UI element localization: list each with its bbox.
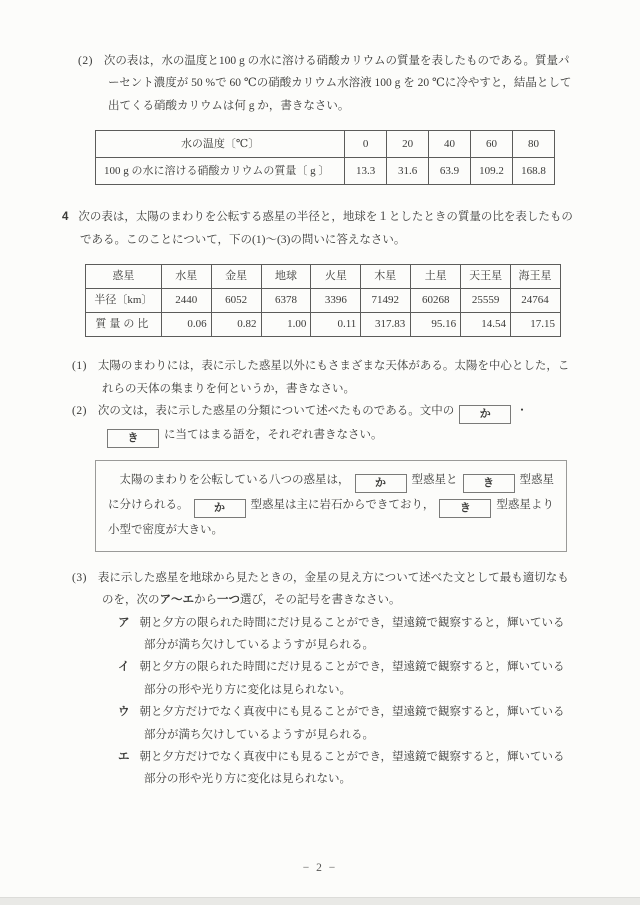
question-2-label: (2) [78, 55, 93, 67]
page-number: − 2 − [302, 861, 338, 874]
subquestion-1-text: 太陽のまわりには，表に示した惑星以外にもさまざまな天体がある。太陽を中心とした，これらの天体の集まりを何というか，書きなさい。 [97, 360, 570, 395]
table-header-cell: 木星 [361, 265, 411, 289]
table-cell: 109.2 [471, 158, 513, 185]
table-cell: 13.3 [345, 158, 387, 185]
choices-range-bold: ア～エ [159, 594, 194, 607]
table-row [86, 289, 561, 313]
one-choice-bold: 一つ [217, 594, 240, 607]
table-cell: 20 [387, 131, 429, 158]
question-2-text: 次の表は，水の温度と100 g の水に溶ける硝酸カリウムの質量を表したものである。質量パーセント濃度が 50 %で 60 ℃の硝酸カリウム水溶液 100 g を 20 ℃に冷やすと，結晶として出てくる硝酸カリウムは何 g か，書きなさい。 [103, 55, 572, 112]
table-cell: 168.8 [512, 158, 554, 185]
choice-a-label: ア [118, 616, 130, 629]
choice-a-text: 朝と夕方の限られた時間にだけ見ることができ，望遠鏡で観察すると，輝いている部分が満ち欠けしているようすが見られる。 [139, 616, 565, 651]
question-4-text: 次の表は，太陽のまわりを公転する惑星の半径と，地球を１としたときの質量の比を表したものである。このことについて，下の(1)～(3)の問いに答えなさい。 [78, 211, 573, 246]
choice-e-text: 朝と夕方だけでなく真夜中にも見ることができ，望遠鏡で観察すると，輝いている部分の形や光り方に変化は見られない。 [139, 751, 565, 786]
statement-seg: 型惑星は主に岩石からできており， [250, 498, 435, 511]
scan-edge-artifact [0, 897, 640, 905]
table-header-cell: 海王星 [511, 265, 561, 289]
choice-u-text: 朝と夕方だけでなく真夜中にも見ることができ，望遠鏡で観察すると，輝いている部分が満ち欠けしているようすが見られる。 [139, 706, 565, 741]
subquestion-3-text-pre: 表に示した惑星を地球から見たときの，金星の見え方について述べた文として最も適切なものを，次の [97, 571, 569, 607]
table-cell: 0 [345, 131, 387, 158]
planet-table [85, 264, 561, 337]
table-cell: 63.9 [429, 158, 471, 185]
table-cell: 3396 [311, 289, 361, 313]
solubility-table [95, 130, 555, 185]
table-cell: 40 [429, 131, 471, 158]
table-cell: 6378 [261, 289, 311, 313]
statement-seg: 型惑星より小型で密度が大きい。 [108, 498, 554, 536]
statement-seg: 型惑星に分けられる。 [108, 473, 554, 511]
table-row [96, 131, 555, 158]
table-header-cell: 火星 [311, 265, 361, 289]
subquestion-2 [72, 400, 577, 448]
blank-box-ki: き [439, 499, 491, 518]
blank-box-ka: か [355, 474, 407, 493]
table-cell: 0.11 [311, 313, 361, 337]
table-header-cell: 水星 [161, 265, 211, 289]
subquestion-2-label: (2) [72, 404, 87, 417]
separator-dot: ・ [516, 404, 528, 417]
choice-u-label: ウ [118, 706, 130, 719]
blank-box-ka: か [194, 499, 246, 518]
table-cell: 17.15 [511, 313, 561, 337]
subquestion-3-text-post: 選び，その記号を書きなさい。 [240, 594, 401, 607]
table-cell: 317.83 [361, 313, 411, 337]
subquestion-3-label: (3) [72, 571, 87, 584]
statement-box [95, 460, 567, 552]
choice-e-label: エ [118, 751, 130, 764]
subquestion-1-label: (1) [72, 360, 87, 373]
table-header-cell: 惑星 [86, 265, 162, 289]
table-cell: 25559 [461, 289, 511, 313]
table-cell: 14.54 [461, 313, 511, 337]
table-header-cell: 地球 [261, 265, 311, 289]
table-cell: 0.06 [161, 313, 211, 337]
table-cell: 71492 [361, 289, 411, 313]
statement-seg: 太陽のまわりを公転している八つの惑星は， [108, 473, 350, 486]
question-4-number: 4 [62, 211, 69, 224]
table-header-cell: 100 g の水に溶ける硝酸カリウムの質量〔 g 〕 [96, 158, 345, 185]
table-cell: 60 [471, 131, 513, 158]
table-header-cell: 水の温度〔℃〕 [96, 131, 345, 158]
table-cell: 2440 [161, 289, 211, 313]
table-row [96, 158, 555, 185]
subquestion-3 [72, 567, 577, 612]
table-header-cell: 金星 [211, 265, 261, 289]
subquestion-3-text-mid: から [194, 594, 217, 607]
table-header-cell: 半径〔km〕 [86, 289, 162, 313]
table-cell: 0.82 [211, 313, 261, 337]
choice-i-text: 朝と夕方の限られた時間にだけ見ることができ，望遠鏡で観察すると，輝いている部分の形や光り方に変化は見られない。 [139, 661, 565, 696]
table-header-row [86, 265, 561, 289]
table-cell: 60268 [411, 289, 461, 313]
table-cell: 1.00 [261, 313, 311, 337]
subquestion-1 [72, 355, 577, 400]
table-header-cell: 質量の比 [86, 313, 162, 337]
choice-u [118, 701, 570, 746]
blank-box-ki: き [107, 429, 159, 448]
table-cell: 6052 [211, 289, 261, 313]
choice-i-label: イ [118, 661, 130, 674]
subquestion-2-text-pre: 次の文は，表に示した惑星の分類について述べたものである。文中の [97, 404, 455, 417]
choice-a [118, 612, 570, 657]
table-header-cell: 土星 [411, 265, 461, 289]
subquestion-2-text-post: に当てはまる語を，それぞれ書きなさい。 [164, 428, 383, 441]
table-cell: 31.6 [387, 158, 429, 185]
table-header-cell: 天王星 [461, 265, 511, 289]
choice-i [118, 656, 570, 701]
table-row [86, 313, 561, 337]
choice-e [118, 746, 570, 791]
table-cell: 24764 [511, 289, 561, 313]
blank-box-ki: き [463, 474, 515, 493]
table-cell: 95.16 [411, 313, 461, 337]
statement-seg: 型惑星と [411, 473, 458, 486]
blank-box-ka: か [459, 405, 511, 424]
table-cell: 80 [512, 131, 554, 158]
question-2-chemistry [78, 50, 578, 117]
choice-list [118, 612, 576, 791]
question-4 [62, 206, 574, 251]
